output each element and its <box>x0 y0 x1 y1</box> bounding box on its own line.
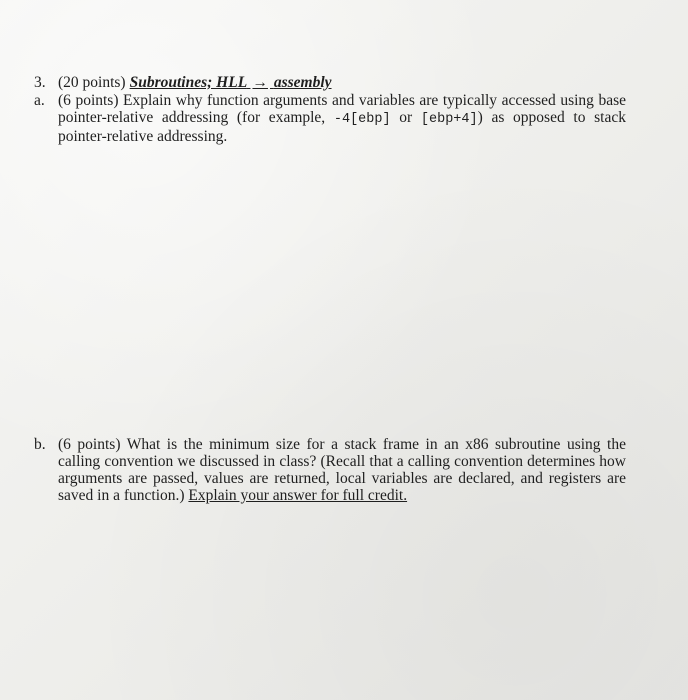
right-arrow-icon: → <box>252 74 268 91</box>
question-number: 3. <box>34 74 46 91</box>
part-a-code-1: -4[ebp] <box>333 112 391 127</box>
question-topic <box>130 74 332 92</box>
part-b-text <box>58 436 626 504</box>
part-b-credit-text: Explain your answer for full credit. <box>188 487 408 504</box>
part-a-text <box>58 92 626 145</box>
topic-right-text: assembly <box>273 74 332 91</box>
part-b-label: b. <box>34 436 46 453</box>
question-3-header <box>34 74 634 92</box>
part-a-code-2: [ebp+4] <box>420 112 478 127</box>
question-heading <box>34 74 634 92</box>
part-a-text-2: or <box>399 109 413 126</box>
question-part-b <box>34 436 634 504</box>
part-a-text-1: (6 points) Explain why function arguments and variables are typically accessed using base pointer-relative addressing (for example, <box>58 92 626 126</box>
part-a-text-3: ) as opposed to stack pointer-relative addressing. <box>58 109 626 145</box>
topic-left-text: Subroutines; HLL <box>129 74 247 91</box>
part-b-text-1: (6 points) What is the minimum size for a stack frame in an x86 subroutine using the calling convention we discussed in class? (Recall that a calling convention determines how arguments are passed, values are returned, local variables are declared, and registers are saved in a function.) <box>58 436 626 504</box>
part-a-label: a. <box>34 92 45 109</box>
question-points: (20 points) <box>58 74 126 91</box>
question-part-a <box>34 92 634 145</box>
